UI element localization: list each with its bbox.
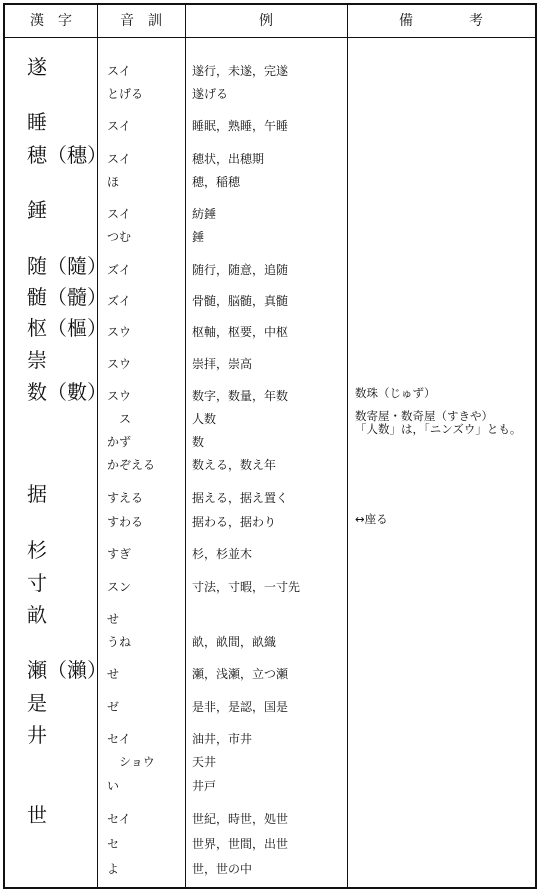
header-kanji: 漢 字 [30, 13, 72, 29]
example-cell: 油井，市井 [192, 732, 253, 746]
kanji-cell: 畝 [27, 603, 47, 627]
example-cell: 骨髄，脳髄，真髄 [192, 294, 289, 308]
reading-cell: セイ [107, 812, 131, 826]
kanji-cell: 世 [27, 803, 47, 827]
kanji-cell: 遂 [27, 55, 47, 79]
example-cell: 畝，畝間，畝織 [192, 635, 277, 649]
example-cell: 睡眠，熟睡，午睡 [192, 119, 289, 133]
reading-cell: ほ [107, 175, 120, 189]
kanji-cell: 据 [27, 482, 47, 506]
example-cell: 世，世の中 [192, 862, 253, 876]
notes-cell: 数寄屋・数奇屋（すきや） 「人数」は，「ニンズウ」とも。 [355, 409, 522, 436]
reading-cell: スン [107, 580, 132, 594]
column-divider [347, 5, 348, 887]
reading-cell: すえる [107, 491, 144, 505]
example-cell: 錘 [192, 230, 205, 244]
reading-cell: よ [107, 862, 120, 876]
reading-cell: スウ [107, 389, 132, 403]
reading-cell: スイ [107, 119, 131, 133]
kanji-cell: 井 [27, 723, 47, 747]
header-notes: 備 考 [399, 13, 483, 29]
column-divider [185, 5, 186, 887]
kanji-cell: 寸 [27, 571, 47, 595]
example-cell: 数える，数え年 [192, 458, 277, 472]
reading-cell: スイ [107, 207, 131, 221]
example-cell: 杉，杉並木 [192, 547, 253, 561]
header-example: 例 [259, 13, 273, 29]
kanji-cell: 数（數） [27, 380, 107, 404]
reading-cell: セイ [107, 732, 131, 746]
reading-cell: セ [107, 837, 120, 851]
example-cell: 天井 [192, 755, 217, 769]
example-cell: 遂げる [192, 87, 229, 101]
reading-cell: すわる [107, 515, 144, 529]
example-cell: 据わる，据わり [192, 515, 277, 529]
kanji-cell: 髄（髓） [27, 285, 107, 309]
reading-cell: せ [107, 667, 120, 681]
reading-cell: せ [107, 612, 120, 626]
notes-cell: 数珠（じゅず） [355, 386, 436, 400]
example-cell: 穂状，出穂期 [192, 152, 265, 166]
example-cell: 数 [192, 435, 205, 449]
kanji-cell: 随（隨） [27, 254, 107, 278]
example-cell: 遂行，未遂，完遂 [192, 64, 289, 78]
reading-cell: ス [107, 412, 132, 426]
reading-cell: とげる [107, 87, 144, 101]
kanji-cell: 崇 [27, 348, 47, 372]
kanji-cell: 錘 [27, 198, 47, 222]
example-cell: 井戸 [192, 779, 217, 793]
example-cell: 数字，数量，年数 [192, 389, 289, 403]
kanji-cell: 枢（樞） [27, 316, 107, 340]
reading-cell: うね [107, 635, 132, 649]
kanji-cell: 瀬（瀨） [27, 658, 107, 682]
example-cell: 寸法，寸暇，一寸先 [192, 580, 301, 594]
example-cell: 随行，随意，追随 [192, 263, 289, 277]
example-cell: 据える，据え置く [192, 491, 289, 505]
reading-cell: つむ [107, 230, 132, 244]
notes-cell: ↔座る [355, 512, 388, 526]
reading-cell: い [107, 779, 120, 793]
reading-cell: スウ [107, 357, 132, 371]
kanji-cell: 杉 [27, 538, 47, 562]
column-divider [97, 5, 98, 887]
kanji-reading-table [3, 3, 537, 889]
example-cell: 世界，世間，出世 [192, 837, 289, 851]
reading-cell: かぞえる [107, 458, 156, 472]
reading-cell: すぎ [107, 547, 132, 561]
kanji-cell: 穂（穗） [27, 143, 107, 167]
reading-cell: かず [107, 435, 132, 449]
example-cell: 瀬，浅瀬，立つ瀬 [192, 667, 289, 681]
header-divider [5, 37, 535, 38]
reading-cell: スウ [107, 325, 132, 339]
example-cell: 紡錘 [192, 207, 217, 221]
reading-cell: ゼ [107, 700, 120, 714]
example-cell: 崇拝，崇高 [192, 357, 253, 371]
example-cell: 是非，是認，国是 [192, 700, 289, 714]
reading-cell: スイ [107, 64, 131, 78]
kanji-cell: 睡 [27, 110, 47, 134]
example-cell: 人数 [192, 412, 217, 426]
header-reading: 音 訓 [120, 13, 162, 29]
kanji-cell: 是 [27, 691, 47, 715]
reading-cell: スイ [107, 152, 131, 166]
example-cell: 世紀，時世，処世 [192, 812, 289, 826]
reading-cell: ショウ [107, 755, 155, 769]
reading-cell: ズイ [107, 263, 131, 277]
example-cell: 枢軸，枢要，中枢 [192, 325, 289, 339]
example-cell: 穂，稲穂 [192, 175, 241, 189]
reading-cell: ズイ [107, 294, 131, 308]
